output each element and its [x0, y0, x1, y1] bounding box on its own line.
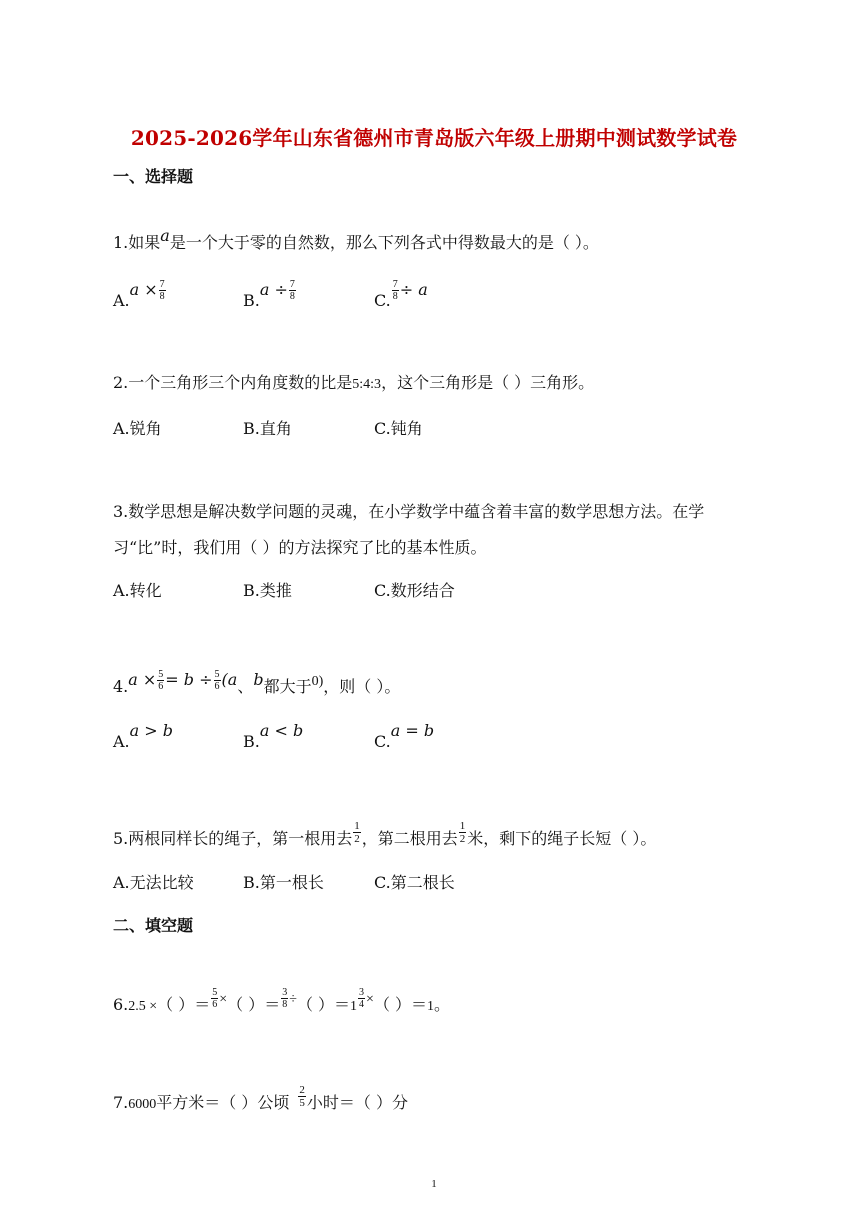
q4-fraction-2: $\frac{5}{6}$ [214, 669, 220, 692]
page-number: 1 [431, 1178, 437, 1190]
q1-text: 是一个大于零的自然数，那么下列各式中得数最大的是（ ）。 [169, 233, 599, 252]
q5-fraction-1: $\frac{1}{2}$ [354, 820, 360, 845]
q5-option-b[interactable]: B.第一根长 [243, 873, 324, 892]
q3-option-a[interactable]: A.转化 [113, 581, 162, 600]
q1-a-fraction: $\frac{7}{8}$ [159, 279, 165, 302]
q3-options [113, 578, 763, 608]
q1-option-c[interactable]: C. $\frac{7}{8}$ ÷ a [374, 279, 428, 310]
q3-option-c[interactable]: C.数形结合 [374, 581, 455, 600]
q1-option-b[interactable]: B.a ÷ $\frac{7}{8}$ [243, 279, 295, 310]
q5-option-c[interactable]: C.第二根长 [374, 873, 455, 892]
q2-ratio: 5:4:3 [352, 377, 382, 392]
q5-fraction-2: $\frac{1}{2}$ [459, 820, 466, 845]
q7-fraction: $\frac{2}{5}$ [299, 1084, 305, 1109]
question-7: 7.6000平方米＝（ ）公顷 $\frac{2}{5}$ 小时＝（ ）分 [113, 1084, 408, 1112]
question-2: 2.一个三角形三个内角度数的比是5:4:3，这个三角形是（ ）三角形。 [113, 373, 595, 392]
q4-option-b[interactable]: B.a < b [243, 721, 304, 751]
question-3: 3.数学思想是解决数学问题的灵魂，在小学数学中蕴含着丰富的数学思想方法。在学习“比”时，我们用（ ）的方法探究了比的基本性质。 [113, 502, 705, 557]
q6-fraction-3: $\frac{3}{4}$ [359, 987, 365, 1010]
q2-option-b[interactable]: B.直角 [243, 419, 292, 438]
question-6: 6.2.5 ×（ ）＝ $\frac{5}{6}$ ×（ ）＝ $\frac{3}{8}$ ÷（ ）＝1 $\frac{3}{4}$ ×（ ）＝1。 [113, 987, 451, 1014]
q5-options [113, 870, 763, 900]
q1-c-fraction: $\frac{7}{8}$ [392, 279, 398, 302]
q1-prefix: 1.如果 [113, 233, 161, 252]
q6-fraction-2: $\frac{3}{8}$ [282, 987, 288, 1010]
q5-option-a[interactable]: A.无法比较 [113, 873, 194, 892]
q2-option-c[interactable]: C.钝角 [374, 419, 423, 438]
q4-fraction-1: $\frac{5}{6}$ [158, 669, 164, 692]
q4-options [113, 721, 763, 758]
q1-var: a [160, 226, 170, 245]
section-title-fill: 二、填空题 [113, 916, 194, 935]
q6-fraction-1: $\frac{5}{6}$ [212, 987, 218, 1010]
q4-option-a[interactable]: A.a > b [113, 721, 173, 751]
q1-option-a[interactable]: A.a × $\frac{7}{8}$ [113, 279, 165, 310]
q2-option-a[interactable]: A.锐角 [113, 419, 162, 438]
q2-options [113, 416, 763, 446]
q3-option-b[interactable]: B.类推 [243, 581, 292, 600]
question-1 [113, 226, 599, 256]
page-title: 2025-2026学年山东省德州市青岛版六年级上册期中测试数学试卷 [130, 126, 738, 150]
q4-option-c[interactable]: C.a = b [374, 721, 435, 751]
q1-options [113, 279, 763, 316]
question-4: 4.a × $\frac{5}{6}$ = b ÷ $\frac{5}{6}$ (a、b都大于0)，则（ ）。 [113, 669, 401, 696]
question-5: 5.两根同样长的绳子，第一根用去 $\frac{1}{2}$ ，第二根用去 $\frac{1}{2}$ 米，剩下的绳子长短（ ）。 [113, 820, 657, 848]
section-title-choice: 一、选择题 [113, 167, 194, 186]
q1-b-fraction: $\frac{7}{8}$ [289, 279, 295, 302]
